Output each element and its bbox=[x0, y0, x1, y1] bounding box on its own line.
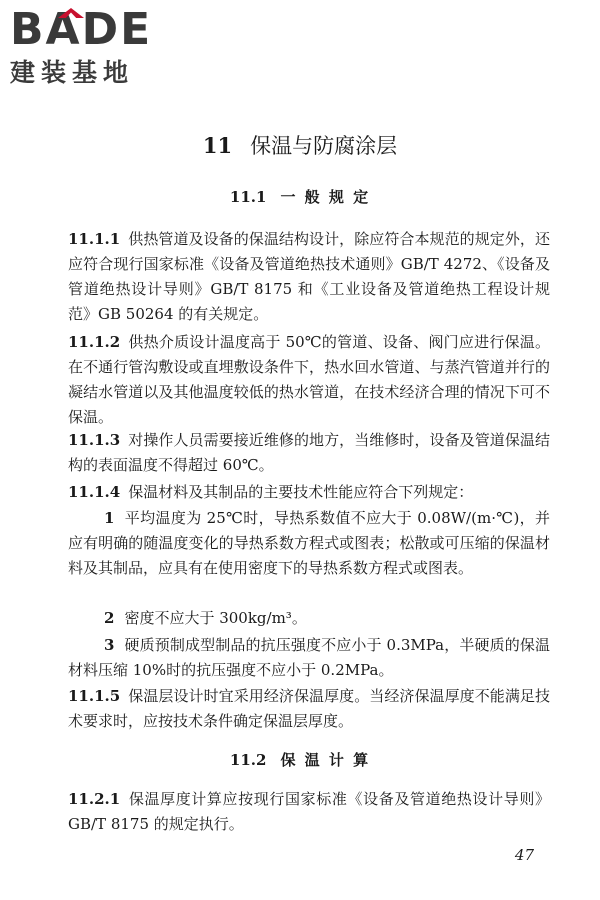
clause-text: 保温厚度计算应按现行国家标准《设备及管道绝热设计导则》GB/T 8175 的规定执行。 bbox=[68, 790, 550, 833]
logo-wordmark: BADE bbox=[10, 4, 153, 55]
clause-11-1-1 bbox=[68, 227, 550, 327]
clause-11-1-5 bbox=[68, 684, 550, 734]
item-number: 2 bbox=[104, 609, 115, 627]
item-number: 3 bbox=[104, 636, 115, 654]
clause-11-1-4 bbox=[68, 480, 550, 505]
clause-number: 11.1.2 bbox=[68, 333, 121, 351]
chapter-title-text: 保温与防腐涂层 bbox=[250, 134, 398, 158]
clause-number: 11.2.1 bbox=[68, 790, 121, 808]
list-item bbox=[68, 606, 550, 631]
clause-11-1-3 bbox=[68, 428, 550, 478]
page-number: 47 bbox=[514, 846, 534, 864]
clause-number: 11.1.5 bbox=[68, 687, 121, 705]
clause-text: 供热介质设计温度高于 50℃的管道、设备、阀门应进行保温。在不通行管沟敷设或直埋敷设条件下，热水回水管道、与蒸汽管道并行的凝结水管道以及其他温度较低的热水管道，在技术经济合理的情况下可不保温。 bbox=[68, 333, 550, 426]
clause-text: 保温层设计时宜采用经济保温厚度。当经济保温厚度不能满足技术要求时，应按技术条件确定保温层厚度。 bbox=[68, 687, 550, 730]
brand-logo bbox=[10, 6, 180, 90]
clause-number: 11.1.4 bbox=[68, 483, 121, 501]
logo-subtitle: 建装基地 bbox=[10, 58, 135, 87]
item-text: 平均温度为 25℃时，导热系数值不应大于 0.08W/(m·℃)，并应有明确的随温度变化的导热系数方程式或图表；松散或可压缩的保温材料及其制品，应具有在使用密度下的导热系数方程式或图表。 bbox=[68, 509, 550, 577]
section-title-text: 一 般 规 定 bbox=[280, 188, 371, 206]
item-text: 硬质预制成型制品的抗压强度不应小于 0.3MPa，半硬质的保温材料压缩 10%时的抗压强度不应小于 0.2MPa。 bbox=[68, 636, 550, 679]
item-number: 1 bbox=[104, 509, 115, 527]
section-title-text: 保 温 计 算 bbox=[280, 751, 371, 769]
clause-11-2-1 bbox=[68, 787, 550, 837]
section-title bbox=[0, 749, 600, 771]
section-number: 11.2 bbox=[229, 751, 267, 769]
chapter-number: 11 bbox=[202, 133, 233, 158]
clause-11-1-2 bbox=[68, 330, 550, 430]
chapter-title bbox=[0, 132, 600, 160]
item-text: 密度不应大于 300kg/m³。 bbox=[124, 609, 307, 627]
clause-text: 对操作人员需要接近维修的地方，当维修时，设备及管道保温结构的表面温度不得超过 60℃。 bbox=[68, 431, 550, 474]
clause-number: 11.1.3 bbox=[68, 431, 121, 449]
list-item bbox=[68, 506, 550, 581]
section-number: 11.1 bbox=[229, 188, 267, 206]
clause-text: 供热管道及设备的保温结构设计，除应符合本规范的规定外，还应符合现行国家标准《设备及管道绝热技术通则》GB/T 4272、《设备及管道绝热设计导则》GB/T 8175 和《工业设备及管道绝热工程设计规范》GB 50264 的有关规定。 bbox=[68, 230, 550, 323]
section-title bbox=[0, 186, 600, 208]
clause-number: 11.1.1 bbox=[68, 230, 121, 248]
clause-text: 保温材料及其制品的主要技术性能应符合下列规定： bbox=[128, 483, 474, 501]
list-item bbox=[68, 633, 550, 683]
